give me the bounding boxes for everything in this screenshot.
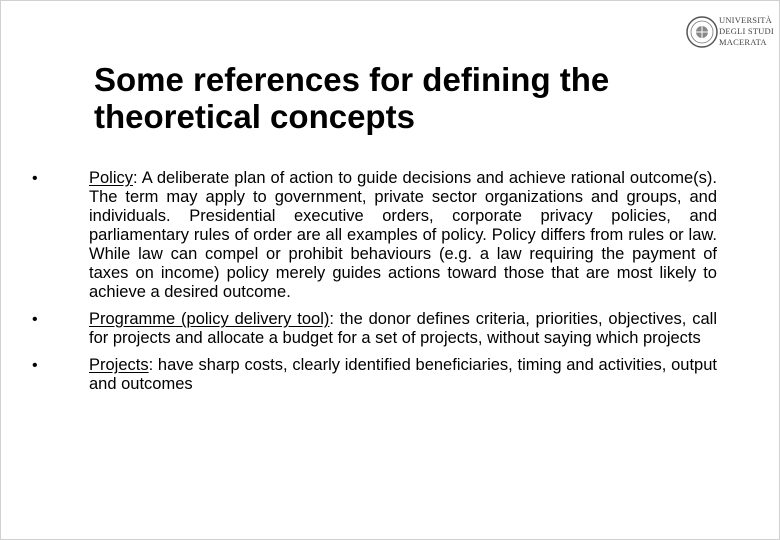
bullet-list bbox=[25, 169, 717, 402]
term-policy: Policy bbox=[89, 169, 134, 187]
title-line-2: theoretical concepts bbox=[94, 98, 415, 135]
slide-title bbox=[94, 61, 694, 135]
logo-wordmark bbox=[719, 15, 774, 48]
logo-line-1: UNIVERSITÀ bbox=[719, 15, 772, 25]
term-projects: Projects bbox=[89, 356, 149, 374]
bullet-icon: • bbox=[32, 357, 38, 374]
bullet-programme bbox=[25, 310, 717, 348]
term-programme: Programme (policy delivery tool) bbox=[89, 310, 330, 328]
seal-icon bbox=[685, 11, 719, 53]
bullet-icon: • bbox=[32, 170, 38, 187]
logo-line-3: MACERATA bbox=[719, 37, 767, 47]
bullet-projects bbox=[25, 356, 717, 394]
university-logo bbox=[685, 11, 774, 53]
definition-projects: : have sharp costs, clearly identified beneficiaries, timing and activities, output and outcomes bbox=[89, 356, 717, 393]
definition-programme: : the donor defines criteria, priorities, objectives, call for projects and allocate a budget for a set of projects, without saying which projects bbox=[89, 310, 717, 347]
logo-line-2: DEGLI STUDI bbox=[719, 26, 774, 36]
bullet-icon: • bbox=[32, 311, 38, 328]
title-line-1: Some references for defining the bbox=[94, 61, 610, 98]
bullet-policy bbox=[25, 169, 717, 302]
definition-policy: : A deliberate plan of action to guide decisions and achieve rational outcome(s). The term may apply to government, private sector organizations and groups, and individuals. Presidential executive orders, corporate privacy policies, and parliamentary rules of order are all examples of policy. Policy differs from rules or law. While law can compel or prohibit behaviours (e.g. a law requiring the payment of taxes on income) policy merely guides actions toward those that are most likely to achieve a desired outcome. bbox=[89, 169, 717, 301]
